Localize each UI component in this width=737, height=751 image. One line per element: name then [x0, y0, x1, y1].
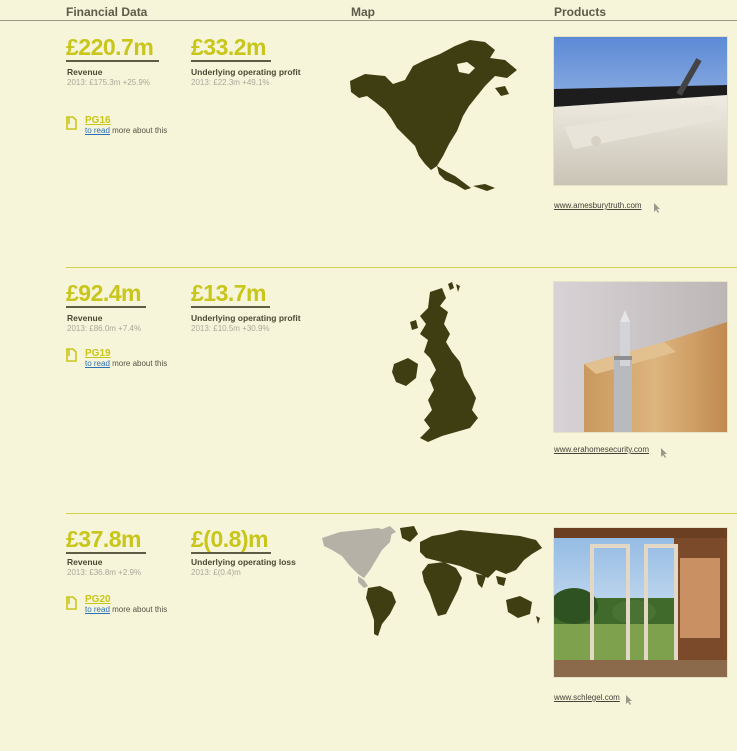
- page-icon: [66, 348, 77, 362]
- profit-label: Underlying operating profit: [191, 67, 301, 77]
- revenue-label: Revenue: [67, 313, 103, 323]
- world-map-icon: [320, 526, 546, 638]
- product-photo-door-bolt: [554, 282, 727, 432]
- read-more-text: to read more about this: [85, 126, 168, 135]
- section-rest-of-world: [0, 514, 737, 751]
- profit-value: £13.7m: [191, 280, 267, 306]
- cursor-icon: [626, 695, 633, 705]
- profit-underline: [191, 60, 271, 62]
- revenue-label: Revenue: [67, 557, 103, 567]
- uk-map-icon: [390, 282, 482, 452]
- cursor-icon: [661, 448, 668, 458]
- read-more-text: to read more about this: [85, 605, 168, 614]
- section-north-america: [0, 0, 737, 268]
- profit-value: £33.2m: [191, 34, 267, 60]
- product-photo-patio-door: [554, 528, 727, 677]
- profit-prior: 2013: £10.5m +30.9%: [191, 324, 270, 333]
- header-map: Map: [351, 5, 375, 19]
- page-link[interactable]: PG20: [85, 594, 111, 605]
- read-more-link[interactable]: to read: [85, 359, 110, 368]
- product-url[interactable]: www.erahomesecurity.com: [554, 445, 649, 454]
- revenue-prior: 2013: £86.0m +7.4%: [67, 324, 142, 333]
- revenue-value: £220.7m: [66, 34, 154, 60]
- read-more-link[interactable]: to read: [85, 605, 110, 614]
- product-photo-window-hardware: [554, 37, 727, 185]
- profit-label: Underlying operating loss: [191, 557, 296, 567]
- page-link[interactable]: PG16: [85, 115, 111, 126]
- page-icon: [66, 116, 77, 130]
- revenue-value: £92.4m: [66, 280, 142, 306]
- profit-value: £(0.8)m: [191, 526, 269, 552]
- profit-label: Underlying operating profit: [191, 313, 301, 323]
- revenue-prior: 2013: £175.3m +25.9%: [67, 78, 150, 87]
- page-icon: [66, 596, 77, 610]
- read-more-link[interactable]: to read: [85, 126, 110, 135]
- cursor-icon: [654, 203, 661, 213]
- page-link[interactable]: PG19: [85, 348, 111, 359]
- profit-prior: 2013: £(0.4)m: [191, 568, 241, 577]
- revenue-underline: [66, 552, 146, 554]
- product-url[interactable]: www.schlegel.com: [554, 693, 620, 702]
- header-products: Products: [554, 5, 607, 19]
- profit-underline: [191, 306, 270, 308]
- header-financial-data: Financial Data: [66, 5, 148, 19]
- revenue-prior: 2013: £36.8m +2.9%: [67, 568, 142, 577]
- north-america-map-icon: [345, 36, 525, 194]
- product-url[interactable]: www.amesburytruth.com: [554, 201, 642, 210]
- section-uk: [0, 268, 737, 514]
- revenue-underline: [66, 60, 159, 62]
- revenue-underline: [66, 306, 146, 308]
- profit-prior: 2013: £22.3m +49.1%: [191, 78, 270, 87]
- revenue-value: £37.8m: [66, 526, 142, 552]
- revenue-label: Revenue: [67, 67, 103, 77]
- read-more-text: to read more about this: [85, 359, 168, 368]
- profit-underline: [191, 552, 271, 554]
